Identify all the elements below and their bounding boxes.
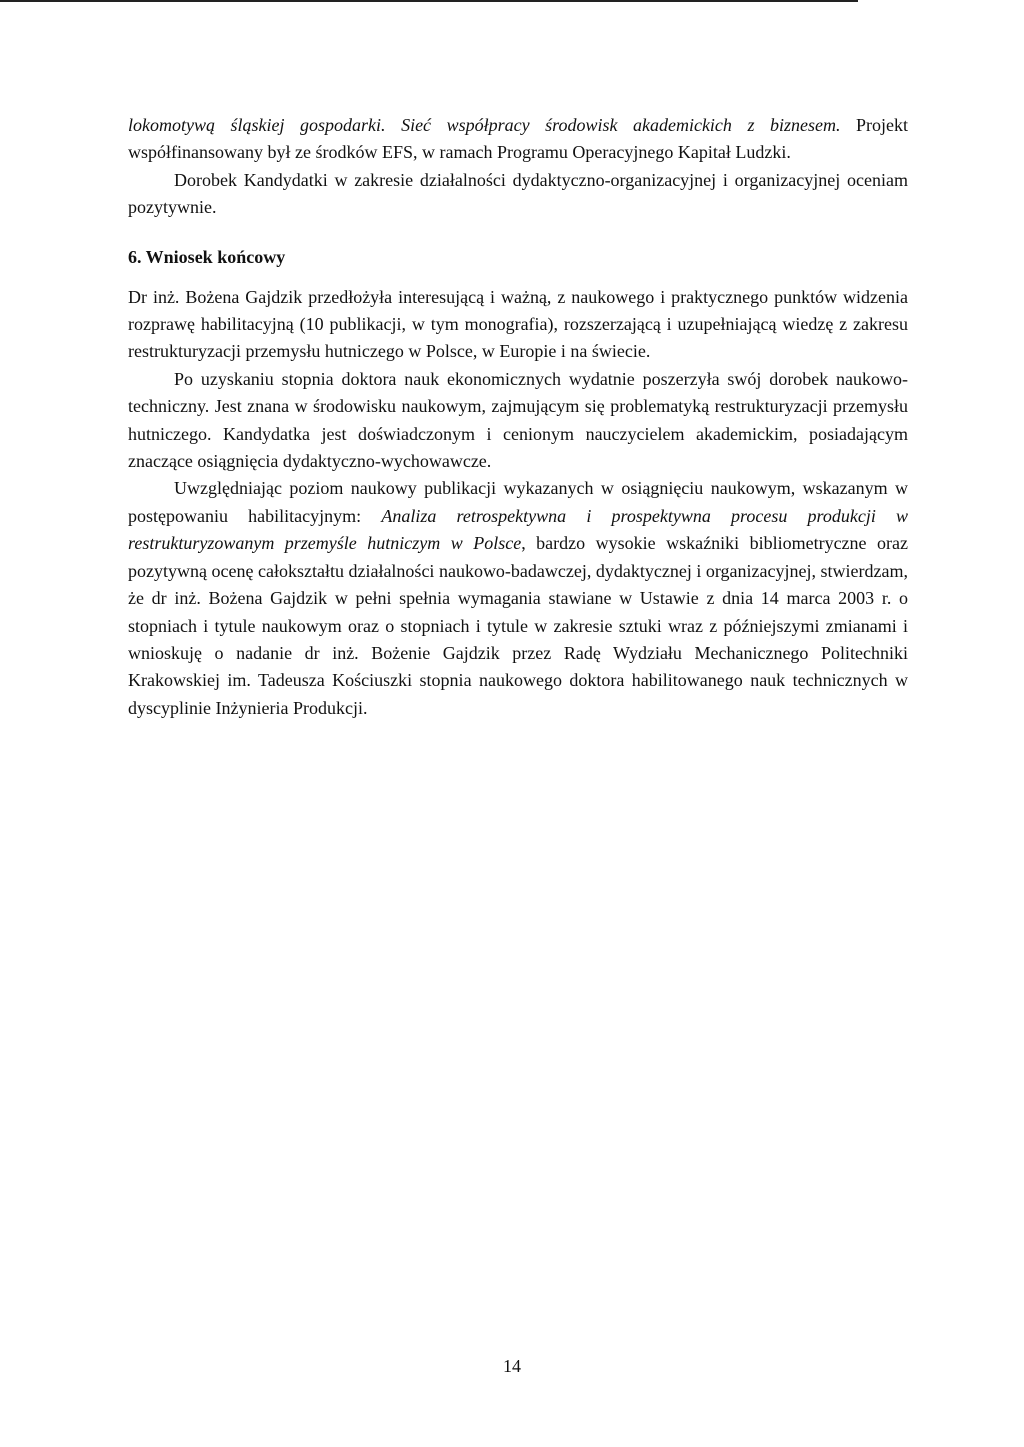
- page-number: 14: [503, 1356, 521, 1376]
- paragraph-conclusion: [128, 475, 908, 722]
- top-border-line: [0, 0, 858, 2]
- paragraph-project: [128, 112, 908, 167]
- achievement-title-italic: Analiza retrospektywna i prospektywna procesu produkcji w restrukturyzowanym przemyśle hutniczym w Polsce: [128, 505, 909, 554]
- paragraph-didactic-assessment: Dorobek Kandydatki w zakresie działalności dydaktyczno-organizacyjnej i organizacyjnej oceniam pozytywnie.: [128, 169, 908, 218]
- conclusion-intro: Uwzględniając poziom naukowy publikacji wykazanych w osiągnięciu naukowym, wskazanym w postępowaniu habilitacyjnym:: [128, 478, 908, 526]
- project-funding-text: Projekt współfinansowany był ze środków EFS, w ramach Programu Operacyjnego Kapitał Ludzki.: [128, 115, 909, 163]
- paragraph-dissertation: Dr inż. Bożena Gajdzik przedłożyła interesującą i ważną, z naukowego i praktycznego punktów widzenia rozprawę habilitacyjną (10 publikacji, w tym monografia), rozszerzającą i uzupełniającą wiedzę z zakresu restrukturyzacji przemysłu hutniczego w Polsce, w Europie i na świecie.: [128, 286, 908, 362]
- document-body: [128, 112, 908, 722]
- section-heading: 6. Wniosek końcowy: [128, 246, 286, 267]
- paragraph-achievements: Po uzyskaniu stopnia doktora nauk ekonomicznych wydatnie poszerzyła swój dorobek naukowo-techniczny. Jest znana w środowisku naukowym, zajmującym się problematyką restrukturyzacji przemysłu hutniczego. Kandydatka jest doświadczonym i cenionym nauczycielem akademickim, posiadającym znaczące osiągnięcia dydaktyczno-wychowawcze.: [128, 368, 908, 472]
- project-title-italic: lokomotywą śląskiej gospodarki. Sieć współpracy środowisk akademickich z biznesem.: [128, 115, 841, 135]
- conclusion-body: , bardzo wysokie wskaźniki bibliometryczne oraz pozytywną ocenę całokształtu działalności naukowo-badawczej, dydaktycznej i organizacyjnej, stwierdzam, że dr inż. Bożena Gajdzik w pełni spełnia wymagania stawiane w Ustawie z dnia 14 marca 2003 r. o stopniach i tytule naukowym oraz o stopniach i tytule w zakresie sztuki wraz z późniejszymi zmianami i wnioskuję o nadanie dr inż. Bożenie Gajdzik przez Radę Wydziału Mechanicznego Politechniki Krakowskiej im. Tadeusza Kościuszki stopnia naukowego doktora habilitowanego nauk technicznych w dyscyplinie Inżynieria Produkcji.: [128, 533, 908, 718]
